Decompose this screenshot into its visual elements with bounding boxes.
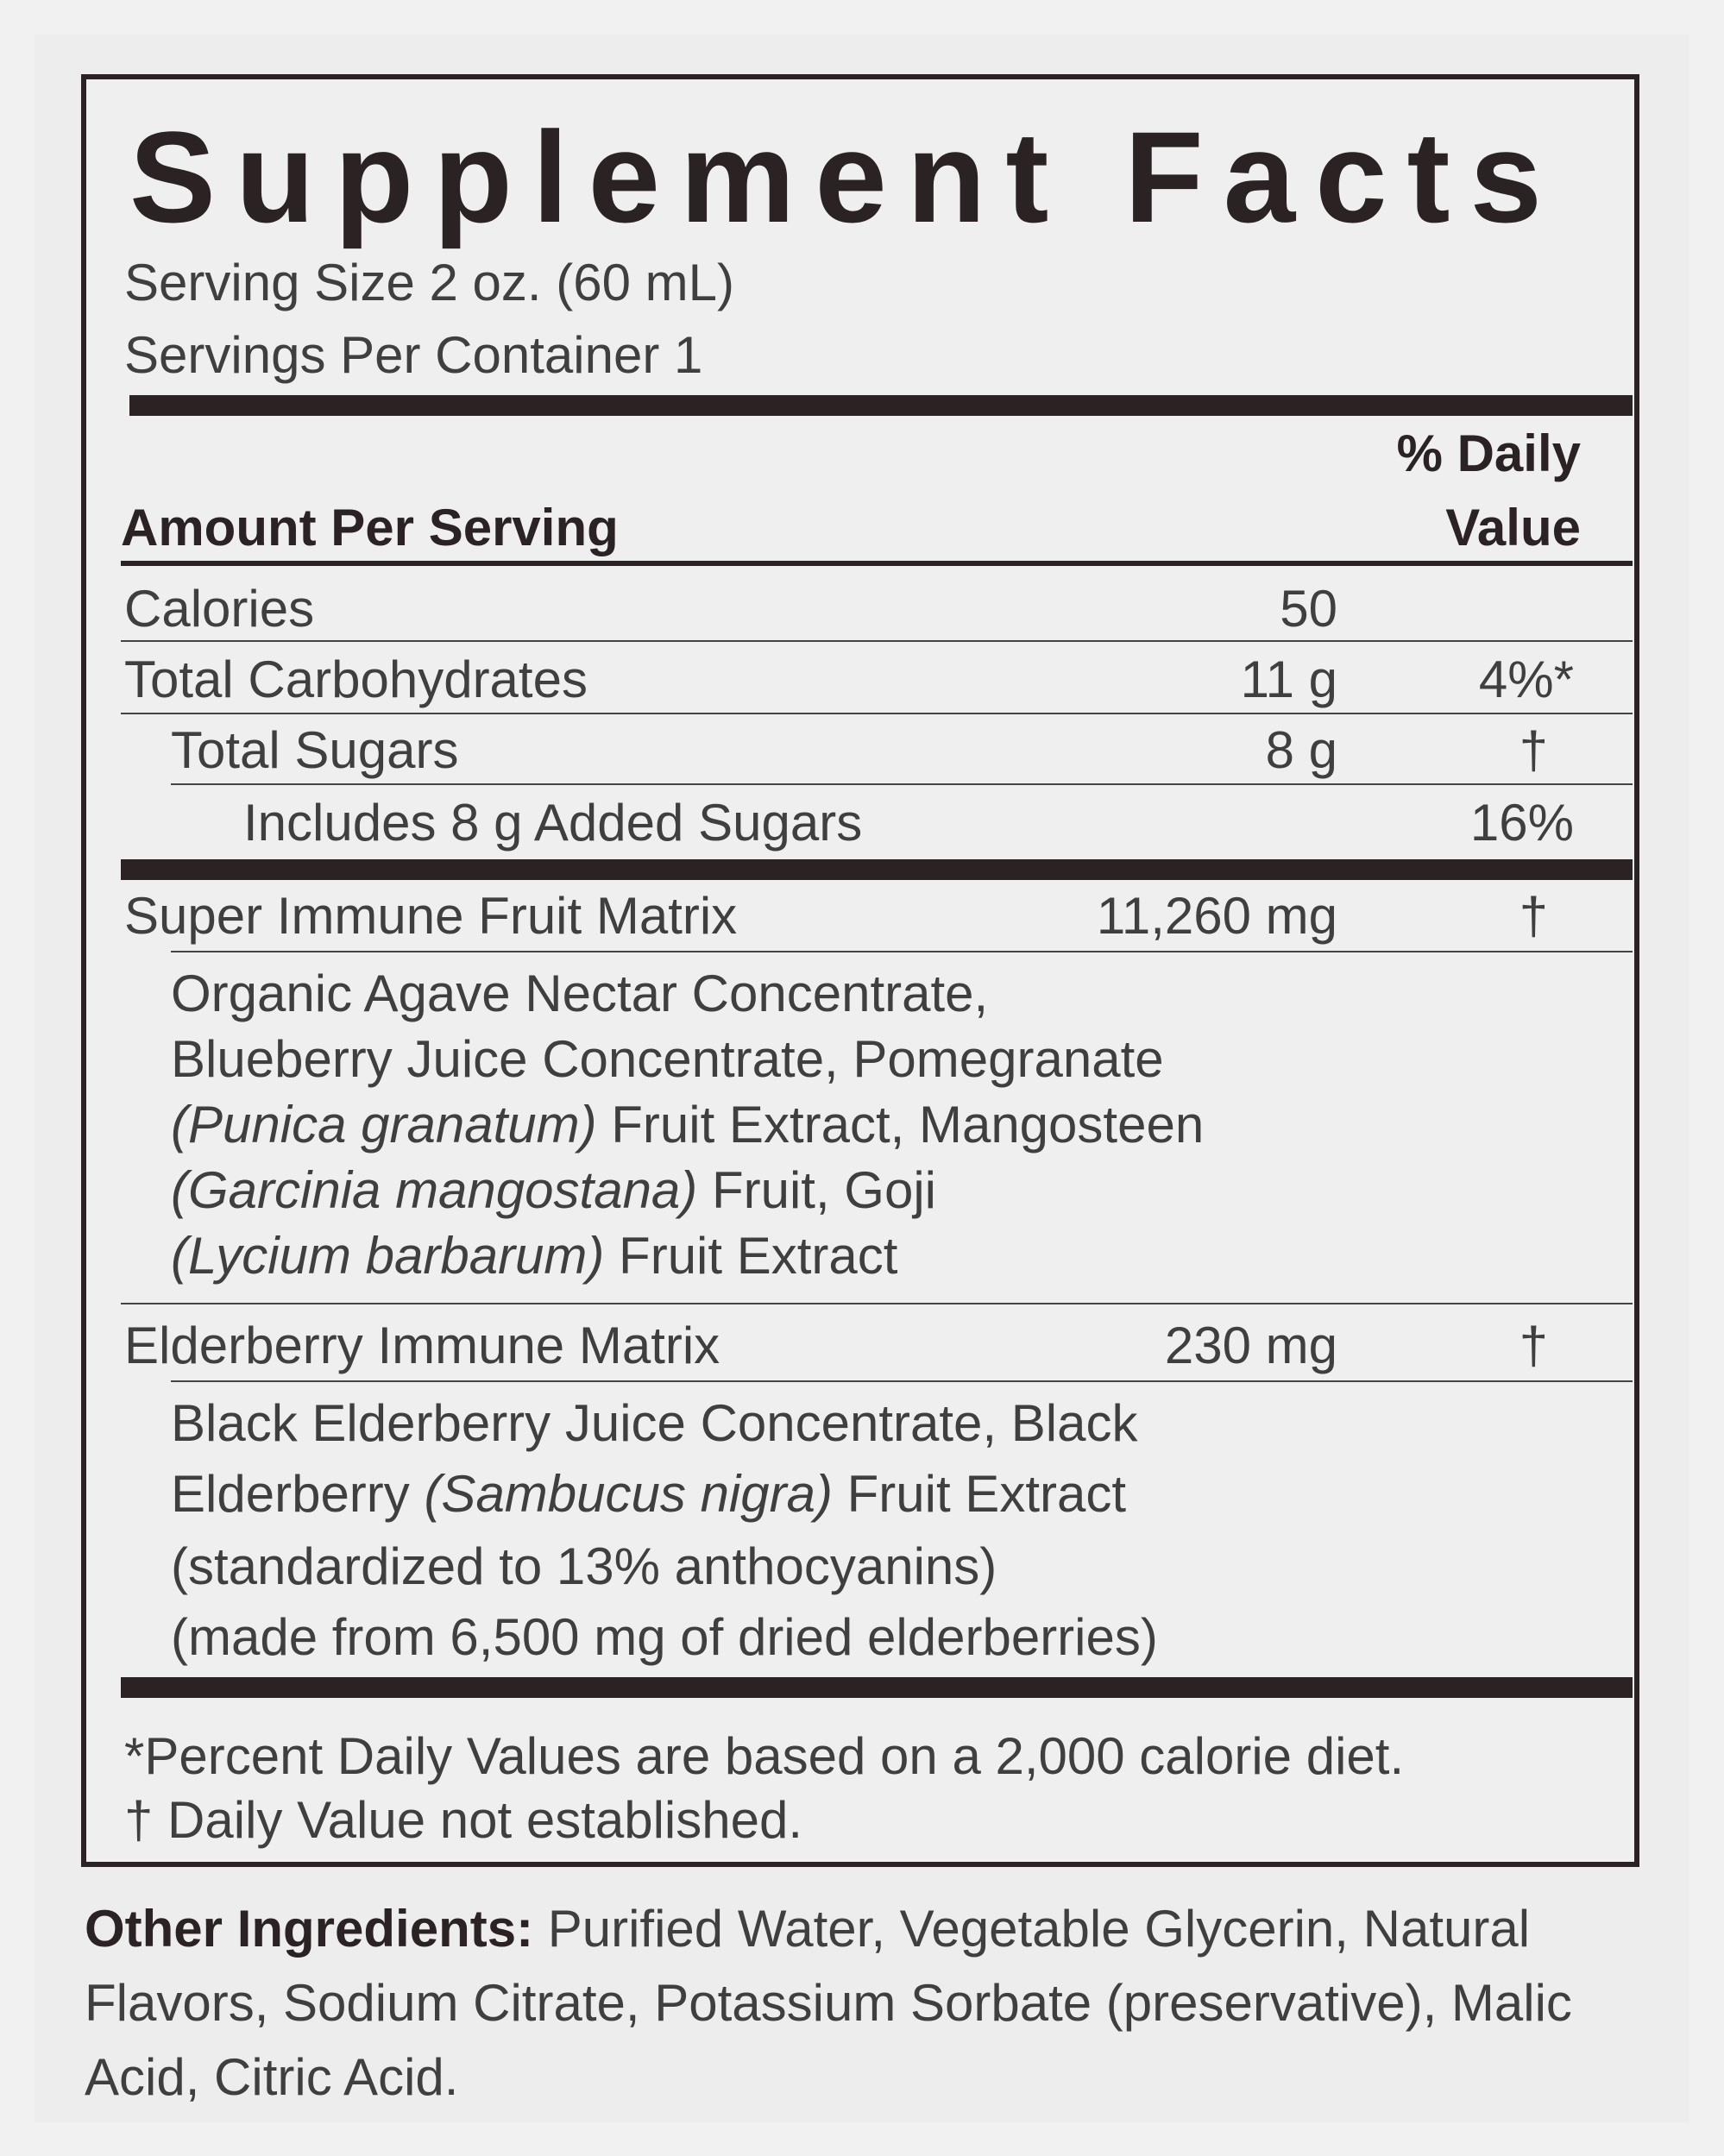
row-total-carbs-dv: 4%* xyxy=(1478,651,1574,708)
serving-size: Serving Size 2 oz. (60 mL) xyxy=(124,254,734,311)
other-ingredients-line: Acid, Citric Acid. xyxy=(85,2048,459,2106)
fruit-matrix-desc-line: (Lycium barbarum) Fruit Extract xyxy=(171,1227,898,1285)
thick-divider-top xyxy=(129,395,1633,416)
elderberry-desc-line: (standardized to 13% anthocyanins) xyxy=(171,1537,997,1595)
footnote-dagger: † Daily Value not established. xyxy=(124,1791,803,1849)
row-elderberry-amount: 230 mg xyxy=(1164,1317,1337,1374)
row-divider xyxy=(171,1380,1633,1382)
row-total-carbs-label: Total Carbohydrates xyxy=(124,651,588,708)
footnote-percent: *Percent Daily Values are based on a 2,000 calorie diet. xyxy=(124,1727,1405,1785)
row-added-sugars-label: Includes 8 g Added Sugars xyxy=(243,794,863,852)
fruit-matrix-desc-line: Organic Agave Nectar Concentrate, xyxy=(171,965,989,1022)
fruit-matrix-desc-line: Blueberry Juice Concentrate, Pomegranate xyxy=(171,1030,1164,1088)
row-divider xyxy=(121,640,1633,642)
fruit-matrix-desc-line: (Punica granatum) Fruit Extract, Mangosteen xyxy=(171,1096,1205,1153)
supplement-facts-panel xyxy=(81,74,1639,1867)
row-total-sugars-amount: 8 g xyxy=(1265,721,1337,779)
row-total-sugars-label: Total Sugars xyxy=(171,721,459,779)
row-divider xyxy=(121,713,1633,714)
dv-header-line2: Value xyxy=(1445,499,1581,556)
elderberry-desc-line: Black Elderberry Juice Concentrate, Black xyxy=(171,1394,1138,1452)
row-total-sugars-dv: † xyxy=(1519,721,1548,779)
row-calories-amount: 50 xyxy=(1280,580,1337,638)
row-fruit-matrix-label: Super Immune Fruit Matrix xyxy=(124,887,738,945)
panel-title: Supplement Facts xyxy=(129,104,1562,249)
header-divider xyxy=(121,561,1633,566)
row-elderberry-dv: † xyxy=(1519,1317,1548,1374)
row-divider xyxy=(171,783,1633,785)
row-divider xyxy=(121,1303,1633,1304)
elderberry-desc-line: Elderberry (Sambucus nigra) Fruit Extract xyxy=(171,1465,1127,1523)
other-ingredients-line: Other Ingredients: Purified Water, Vegetable Glycerin, Natural xyxy=(85,1900,1531,1958)
elderberry-desc-line: (made from 6,500 mg of dried elderberries) xyxy=(171,1608,1158,1666)
row-fruit-matrix-dv: † xyxy=(1519,887,1548,945)
other-ingredients-line: Flavors, Sodium Citrate, Potassium Sorbate (preservative), Malic xyxy=(85,1974,1572,2032)
dv-header-line1: % Daily xyxy=(1396,424,1581,482)
row-fruit-matrix-amount: 11,260 mg xyxy=(1096,887,1337,945)
row-divider xyxy=(171,951,1633,952)
thick-divider-middle xyxy=(121,859,1633,880)
other-ingredients-label: Other Ingredients: xyxy=(85,1900,534,1958)
thick-divider-bottom xyxy=(121,1677,1633,1698)
servings-per-container: Servings Per Container 1 xyxy=(124,326,703,384)
row-calories-label: Calories xyxy=(124,580,315,638)
row-added-sugars-dv: 16% xyxy=(1469,794,1574,852)
amount-per-serving-header: Amount Per Serving xyxy=(121,499,619,556)
row-elderberry-label: Elderberry Immune Matrix xyxy=(124,1317,720,1374)
fruit-matrix-desc-line: (Garcinia mangostana) Fruit, Goji xyxy=(171,1161,937,1219)
row-total-carbs-amount: 11 g xyxy=(1240,651,1337,708)
